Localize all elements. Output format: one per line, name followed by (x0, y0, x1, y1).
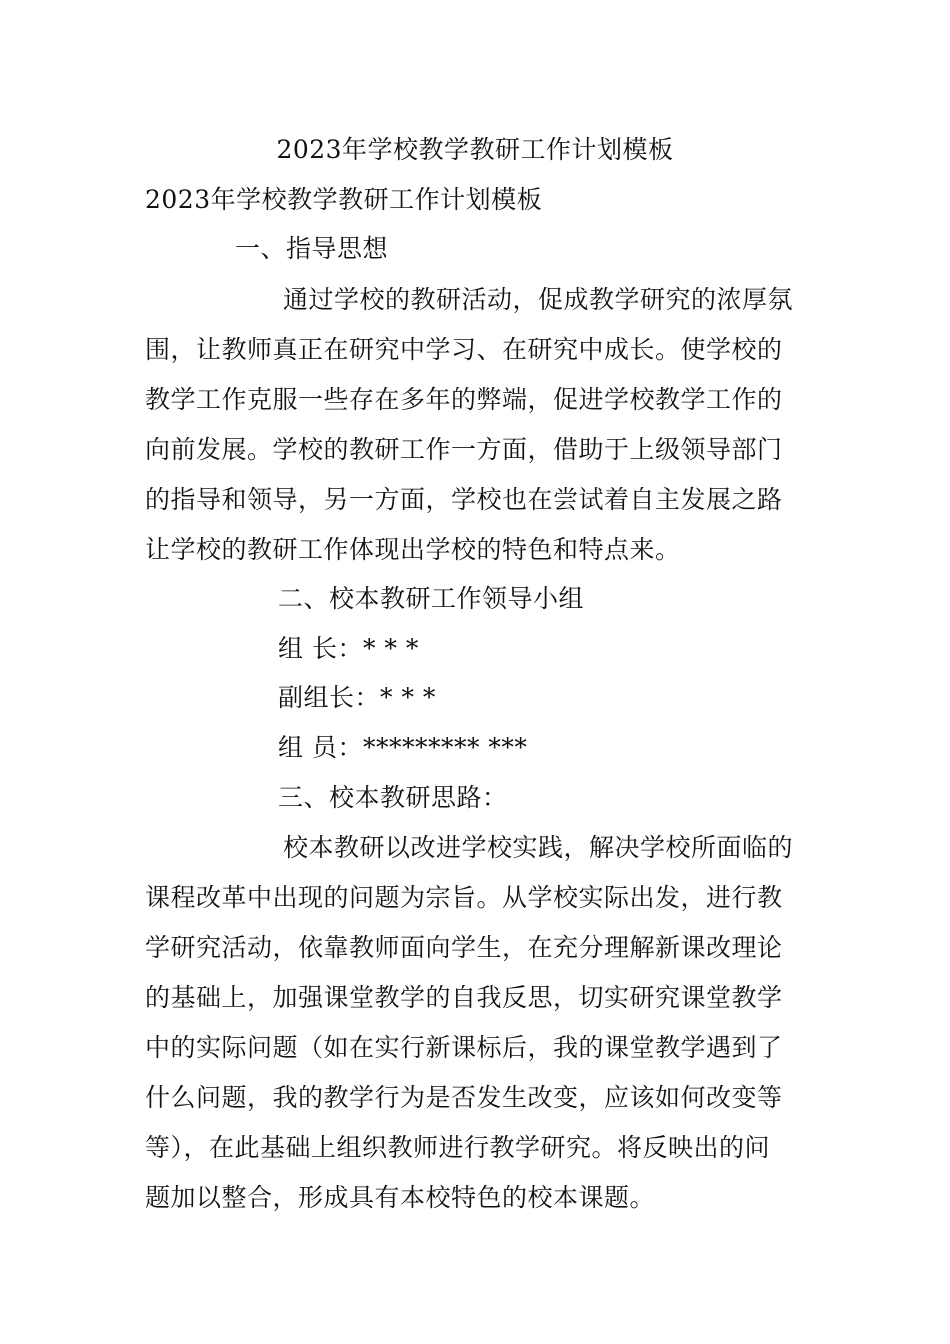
paragraph-line: 什么问题，我的教学行为是否发生改变，应该如何改变等 (145, 1083, 783, 1112)
paragraph-line: 围，让教师真正在研究中学习、在研究中成长。使学校的 (145, 335, 783, 364)
paragraph-line: 教学工作克服一些存在多年的弊端，促进学校教学工作的 (145, 385, 783, 414)
paragraph-line: 题加以整合，形成具有本校特色的校本课题。 (145, 1183, 656, 1212)
group-members: 组 员：********* *** (278, 733, 528, 762)
section3-heading: 三、校本教研思路： (278, 783, 508, 812)
paragraph-line: 学研究活动，依靠教师面向学生，在充分理解新课改理论 (145, 933, 783, 962)
section1-heading: 一、指导思想 (235, 234, 389, 263)
paragraph-line: 的指导和领导，另一方面，学校也在尝试着自主发展之路 (145, 485, 783, 514)
section2-heading: 二、校本教研工作领导小组 (278, 584, 585, 613)
group-deputy: 副组长：* * * (278, 683, 436, 712)
paragraph-line: 通过学校的教研活动，促成教学研究的浓厚氛 (283, 285, 794, 314)
paragraph-line: 校本教研以改进学校实践，解决学校所面临的 (283, 833, 794, 862)
paragraph-line: 向前发展。学校的教研工作一方面，借助于上级领导部门 (145, 435, 783, 464)
document-title-centered: 2023年学校教学教研工作计划模板 (276, 135, 674, 164)
paragraph-line: 让学校的教研工作体现出学校的特色和特点来。 (145, 535, 681, 564)
paragraph-line: 中的实际问题（如在实行新课标后，我的课堂教学遇到了 (145, 1033, 783, 1062)
paragraph-line: 的基础上，加强课堂教学的自我反思，切实研究课堂教学 (145, 983, 783, 1012)
paragraph-line: 课程改革中出现的问题为宗旨。从学校实际出发，进行教 (145, 883, 783, 912)
group-leader: 组 长：* * * (278, 634, 419, 663)
document-title-left: 2023年学校教学教研工作计划模板 (145, 185, 543, 214)
section3-paragraph (145, 831, 805, 1231)
section1-paragraph (145, 283, 805, 583)
paragraph-line: 等），在此基础上组织教师进行教学研究。将反映出的问 (145, 1133, 771, 1162)
